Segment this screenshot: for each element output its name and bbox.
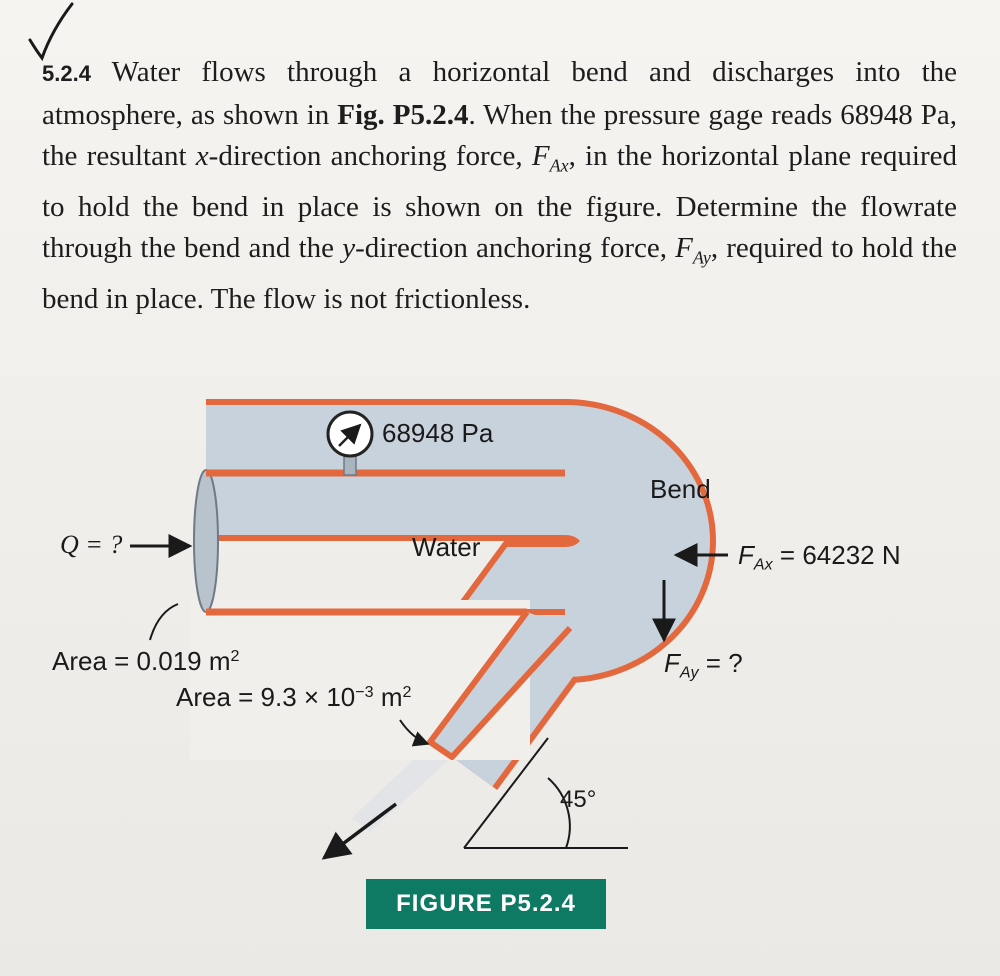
y-variable: y: [342, 232, 356, 265]
angle-label: 45°: [560, 786, 597, 813]
area2-value: Area = 9.3 × 10: [176, 682, 356, 712]
problem-text: -direction anchoring force,: [355, 232, 676, 265]
gage-stem: [344, 455, 356, 475]
fay-label: [664, 648, 743, 683]
area2-label: [176, 682, 411, 713]
problem-text: -direction anchoring force,: [208, 140, 532, 172]
fax-subscript: Ax: [549, 155, 569, 176]
fay-label-symbol: F: [664, 648, 680, 678]
fax-label-value: = 64232 N: [772, 540, 901, 570]
problem-text: Water flows through a horizontal bend and discharges into the atmosphere, as shown in: [42, 56, 957, 131]
fay-label-value: = ?: [698, 648, 743, 678]
fay-subscript: Ay: [692, 247, 711, 268]
figure-caption: FIGURE P5.2.4: [366, 879, 606, 929]
pipe-inlet-end: [194, 470, 218, 612]
water-label: Water: [412, 532, 481, 562]
fax-label: [738, 540, 901, 575]
problem-number: 5.2.4: [42, 61, 91, 86]
area1-leader: [150, 604, 178, 640]
problem-text: . When the pressure gage reads 68948 Pa, the resultant: [42, 98, 957, 172]
bend-label: Bend: [650, 474, 711, 504]
fax-symbol: F: [531, 140, 550, 172]
fay-label-sub: Ay: [679, 663, 699, 682]
problem-text: , in the horizontal plane required to hold the bend in place is shown on the figure. Determine the flowrate through the bend and the: [42, 140, 957, 265]
area1-label: [52, 646, 239, 677]
fax-label-sub: Ax: [753, 555, 773, 574]
flow-label: Q = ?: [60, 530, 123, 559]
area2-unit-exponent: 2: [402, 683, 412, 702]
figure-reference: Fig. P5.2.4: [337, 98, 469, 131]
problem-text: , required to hold the bend in place. The flow is not frictionless.: [42, 232, 957, 316]
area1-exponent: 2: [230, 647, 240, 666]
pressure-label: 68948 Pa: [382, 418, 494, 448]
area2-unit: m: [373, 682, 403, 712]
fay-symbol: F: [675, 232, 693, 265]
area2-exponent: −3: [355, 683, 374, 702]
fax-label-symbol: F: [738, 540, 754, 570]
x-variable: x: [195, 140, 209, 172]
area1-value: Area = 0.019 m: [52, 646, 231, 676]
